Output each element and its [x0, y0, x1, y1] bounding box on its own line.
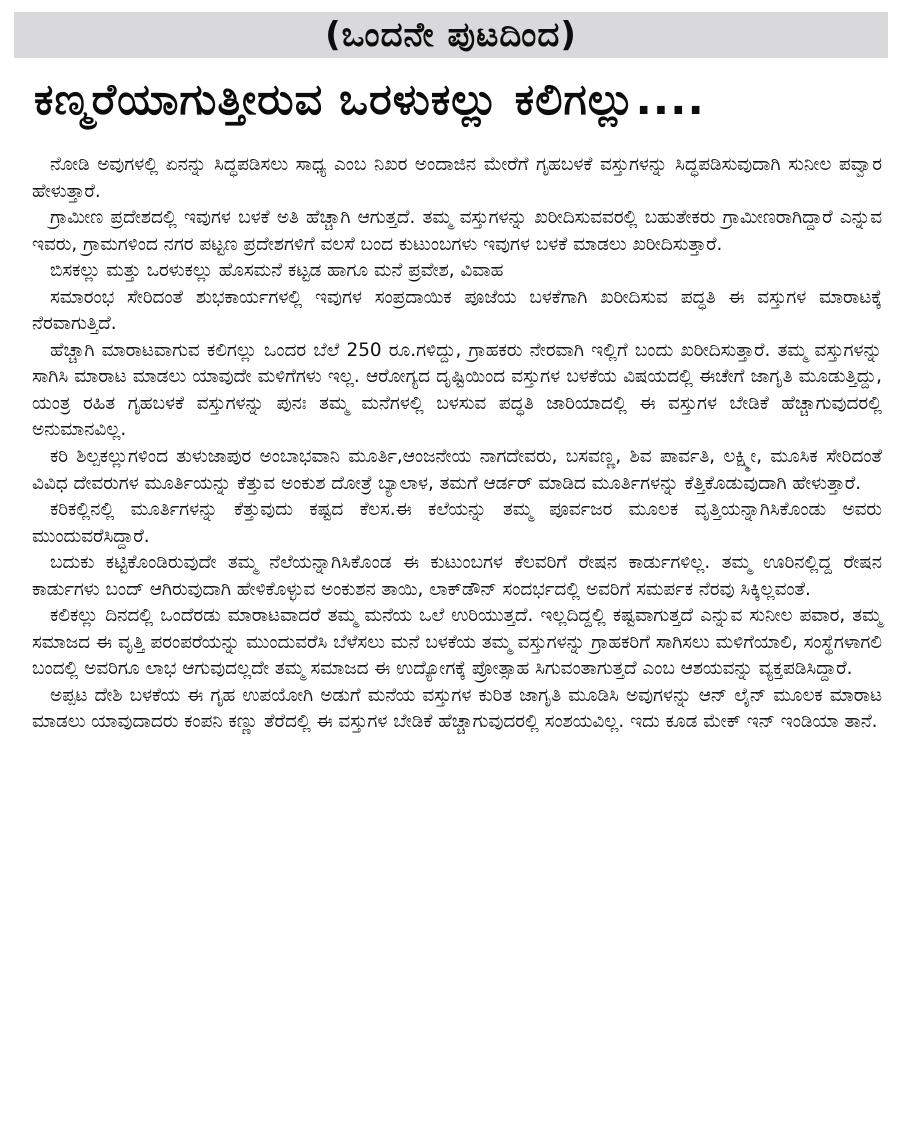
continuation-banner — [14, 12, 888, 58]
article-paragraph: ನೋಡಿ ಅವುಗಳಲ್ಲಿ ಏನನ್ನು ಸಿದ್ಧಪಡಿಸಲು ಸಾಧ್ಯ ಎಂಬ ನಿಖರ ಅಂದಾಜಿನ ಮೇರೆಗೆ ಗೃಹಬಳಕೆ ವಸ್ತುಗಳನ್ನು ಸಿದ್ಧಪಡಿಸುವುದಾಗಿ ಸುನೀಲ ಪವ್ವಾರ ಹೇಳುತ್ತಾರೆ. — [32, 154, 882, 202]
article-paragraph: ಹೆಚ್ಚಾಗಿ ಮಾರಾಟವಾಗುವ ಕಲಿಗಲ್ಲು ಒಂದರ ಬೆಲೆ 250 ರೂ.ಗಳಿದ್ದು, ಗ್ರಾಹಕರು ನೇರವಾಗಿ ಇಲ್ಲಿಗೆ ಬಂದು ಖರೀದಿಸುತ್ತಾರೆ. ತಮ್ಮ ವಸ್ತುಗಳನ್ನು ಸಾಗಿಸಿ ಮಾರಾಟ ಮಾಡಲು ಯಾವುದೇ ಮಳಿಗೆಗಳು ಇಲ್ಲ. ಆರೋಗ್ಯದ ದೃಷ್ಟಿಯಿಂದ ವಸ್ತುಗಳ ಬಳಕೆಯ ವಿಷಯದಲ್ಲಿ ಈಚೇಗೆ ಜಾಗೃತಿ ಮೂಡುತ್ತಿದ್ದು, ಯಂತ್ರ ರಹಿತ ಗೃಹಬಳಕೆ ವಸ್ತುಗಳನ್ನು ಪುನಃ ತಮ್ಮ ಮನೆಗಳಲ್ಲಿ ಬಳಸುವ ಪದ್ಧತಿ ಜಾರಿಯಾದಲ್ಲಿ ಈ ವಸ್ತುಗಳ ಬೇಡಿಕೆ ಹೆಚ್ಚಾಗುವುದರಲ್ಲಿ ಅನುಮಾನವಿಲ್ಲ. — [32, 339, 882, 441]
article-body — [32, 152, 882, 736]
article-paragraph: ಸಮಾರಂಭ ಸೇರಿದಂತೆ ಶುಭಕಾರ್ಯಗಳಲ್ಲಿ ಇವುಗಳ ಸಂಪ್ರದಾಯಿಕ ಪೂಜೆಯ ಬಳಕೆಗಾಗಿ ಖರೀದಿಸುವ ಪದ್ಧತಿ ಈ ವಸ್ತುಗಳ ಮಾರಾಟಕ್ಕೆ ನೆರವಾಗುತ್ತಿದೆ. — [32, 286, 882, 335]
article-paragraph: ಬಿಸಕಲ್ಲು ಮತ್ತು ಒರಳುಕಲ್ಲು ಹೊಸಮನೆ ಕಟ್ಟಡ ಹಾಗೂ ಮನೆ ಪ್ರವೇಶ, ವಿವಾಹ — [50, 260, 504, 282]
cropped-next-line — [140, 1121, 740, 1131]
article-paragraph: ಕರಿಕಲ್ಲಿನಲ್ಲಿ ಮೂರ್ತಿಗಳನ್ನು ಕೆತ್ತುವುದು ಕಷ್ಟದ ಕೆಲಸ.ಈ ಕಲೆಯನ್ನು ತಮ್ಮ ಪೂರ್ವಜರ ಮೂಲಕ ವೃತ್ತಿಯನ್ನಾಗಿಸಿಕೊಂಡು ಅವರು ಮುಂದುವರೆಸಿದ್ದಾರೆ. — [32, 499, 882, 547]
article-paragraph: ಬದುಕು ಕಟ್ಟಿಕೊಂಡಿರುವುದೇ ತಮ್ಮ ನೆಲೆಯನ್ನಾಗಿಸಿಕೊಂಡ ಈ ಕುಟುಂಬಗಳ ಕೆಲವರಿಗೆ ರೇಷನ ಕಾರ್ಡುಗಳಿಲ್ಲ. ತಮ್ಮ ಊರಿನಲ್ಲಿದ್ದ ರೇಷನ ಕಾರ್ಡುಗಳು ಬಂದ್ ಆಗಿರುವುದಾಗಿ ಹೇಳಿಕೊಳ್ಳುವ ಅಂಕುಶನ ತಾಯಿ, ಲಾಕ್‌ಡೌನ್ ಸಂದರ್ಭದಲ್ಲಿ ಅವರಿಗೆ ಸಮರ್ಪಕ ನೆರವು ಸಿಕ್ಕಿಲ್ಲವಂತೆ. — [32, 552, 882, 600]
article-paragraph: ಕಲಿಕಲ್ಲು ದಿನದಲ್ಲಿ ಒಂದೆರಡು ಮಾರಾಟವಾದರೆ ತಮ್ಮ ಮನೆಯ ಒಲೆ ಉರಿಯುತ್ತದೆ. ಇಲ್ಲದಿದ್ದಲ್ಲಿ ಕಷ್ಟವಾಗುತ್ತದೆ ಎನ್ನುವ ಸುನೀಲ ಪವಾರ, ತಮ್ಮ ಸಮಾಜದ ಈ ವೃತ್ತಿ ಪರಂಪರೆಯನ್ನು ಮುಂದುವರೆಸಿ ಬೆಳೆಸಲು ಮನೆ ಬಳಕೆಯ ತಮ್ಮ ವಸ್ತುಗಳನ್ನು ಗ್ರಾಹಕರಿಗೆ ಸಾಗಿಸಲು ಮಳಿಗೆಯಾಲಿ, ಸಂಸ್ಥೆಗಳಾಗಲಿ ಬಂದಲ್ಲಿ ಅವರಿಗೂ ಲಾಭ ಆಗುವುದಲ್ಲದೇ ತಮ್ಮ ಸಮಾಜದ ಈ ಉದ್ಯೋಗಕ್ಕೆ ಪ್ರೋತ್ಸಾಹ ಸಿಗುವಂತಾಗುತ್ತದೆ ಎಂಬ ಆಶಯವನ್ನು ವ್ಯಕ್ತಪಡಿಸಿದ್ದಾರೆ. — [32, 605, 882, 680]
article-paragraph: ಅಪ್ಪಟ ದೇಶಿ ಬಳಕೆಯ ಈ ಗೃಹ ಉಪಯೋಗಿ ಅಡುಗೆ ಮನೆಯ ವಸ್ತುಗಳ ಕುರಿತ ಜಾಗೃತಿ ಮೂಡಿಸಿ ಅವುಗಳನ್ನು ಆನ್ ಲೈನ್ ಮೂಲಕ ಮಾರಾಟ ಮಾಡಲು ಯಾವುದಾದರು ಕಂಪನಿ ಕಣ್ಣು ತೆರೆದಲ್ಲಿ ಈ ವಸ್ತುಗಳ ಬೇಡಿಕೆ ಹೆಚ್ಚಾಗುವುದರಲ್ಲಿ ಸಂಶಯವಿಲ್ಲ. ಇದು ಕೂಡ ಮೇಕ್ ಇನ್ ಇಂಡಿಯಾ ತಾನೆ. — [32, 684, 882, 733]
continuation-label: (ಒಂದನೇ ಪುಟದಿಂದ) — [325, 15, 577, 55]
article-headline: ಕಣ್ಮರೆಯಾಗುತ್ತೀರುವ ಒರಳುಕಲ್ಲು ಕಲಿಗಲ್ಲು.... — [34, 75, 705, 125]
article-paragraph: ಕರಿ ಶಿಲ್ಪಕಲ್ಲುಗಳಿಂದ ತುಳುಜಾಪುರ ಅಂಬಾಭವಾನಿ ಮೂರ್ತಿ,ಆಂಜನೇಯ ನಾಗದೇವರು, ಬಸವಣ್ಣ, ಶಿವ ಪಾರ್ವತಿ, ಲಕ್ಷ್ಮೀ, ಮೂಸಿಕ ಸೇರಿದಂತೆ ವಿವಿಧ ದೇವರುಗಳ ಮೂರ್ತಿಯನ್ನು ಕೆತ್ತುವ ಅಂಕುಶ ದೋತ್ರೆ ಬ್ಯಾಲಾಳ, ತಮಗೆ ಆರ್ಡರ್ ಮಾಡಿದ ಮೂರ್ತಿಗಳನ್ನು ಕೆತ್ತಿಕೊಡುವುದಾಗಿ ಹೇಳುತ್ತಾರೆ. — [32, 446, 882, 494]
article-paragraph: ಗ್ರಾಮೀಣ ಪ್ರದೇಶದಲ್ಲಿ ಇವುಗಳ ಬಳಕೆ ಅತಿ ಹೆಚ್ಚಾಗಿ ಆಗುತ್ತದೆ. ತಮ್ಮ ವಸ್ತುಗಳನ್ನು ಖರೀದಿಸುವವರಲ್ಲಿ ಬಹುತೇಕರು ಗ್ರಾಮೀಣರಾಗಿದ್ದಾರೆ ಎನ್ನುವ ಇವರು, ಗ್ರಾಮಗಳಿಂದ ನಗರ ಪಟ್ಟಣ ಪ್ರದೇಶಗಳಿಗೆ ವಲಸೆ ಬಂದ ಕುಟುಂಬಗಳು ಇವುಗಳ ಬಳಕೆ ಮಾಡಲು ಖರೀದಿಸುತ್ತಾರೆ. — [32, 207, 882, 255]
